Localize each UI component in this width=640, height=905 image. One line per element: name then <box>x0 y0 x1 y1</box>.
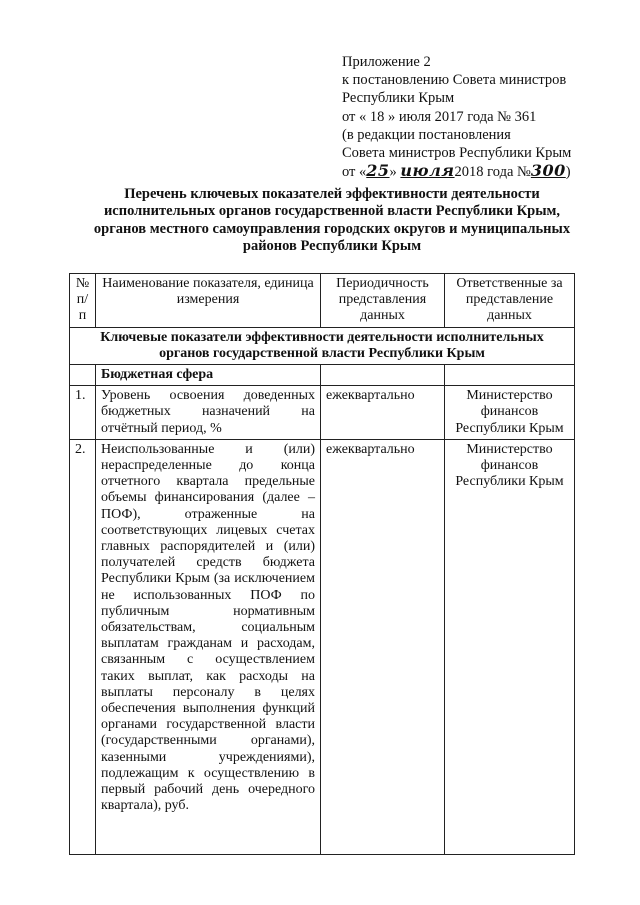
title-line: Перечень ключевых показателей эффективности деятельности <box>124 186 540 202</box>
appendix-line: (в редакции постановления <box>342 126 511 143</box>
date-close: ) <box>565 164 571 181</box>
header-period: Периодичность представления данных <box>321 274 445 328</box>
empty-cell <box>321 365 445 386</box>
section-row <box>70 327 575 364</box>
appendix-line: от « 18 » июля 2017 года № 361 <box>342 108 537 125</box>
row-num: 1. <box>70 386 96 440</box>
appendix-block <box>342 53 632 181</box>
handwritten-number: 300 <box>530 161 566 181</box>
row-name: Неиспользованные и (или) нераспределенные до конца отчетного квартала предельные объемы финансирования (далее – ПОФ), отраженные на соответствующих лицевых счетах главных распорядителей и (или) получателей средств бюджета Республики Крым (за исключением не использованных ПОФ по публичным нормативным обязательствам, социальным выплатам гражданам и расходам, связанным с осуществлением таких выплат, как расходы на выплаты персоналу в целях обеспечения выполнения функций органами государственной власти (государственными органами), казенными учреждениями), подлежащим к осуществлению в первый рабочий день очередного квартала), руб. <box>96 439 321 854</box>
date-mid: » <box>389 164 401 181</box>
subsection-row <box>70 365 575 386</box>
appendix-line: Республики Крым <box>342 90 455 107</box>
handwritten-day: 25 <box>366 161 390 181</box>
appendix-line: к постановлению Совета министров <box>342 72 567 89</box>
section-title: Ключевые показатели эффективности деятельности исполнительных органов государственной власти Республики Крым <box>70 327 575 364</box>
date-prefix: от « <box>342 164 367 181</box>
empty-cell <box>70 365 96 386</box>
table-row <box>70 386 575 440</box>
table-header-row <box>70 274 575 328</box>
header-responsible: Ответственные за представление данных <box>445 274 575 328</box>
empty-cell <box>445 365 575 386</box>
appendix-amendment-date <box>342 162 632 181</box>
row-responsible: Министерство финансов Республики Крым <box>445 386 575 440</box>
row-period: ежеквартально <box>321 439 445 854</box>
header-num: № п/п <box>70 274 96 328</box>
kpi-table <box>69 273 575 855</box>
title-line: исполнительных органов государственной власти Республики Крым, <box>103 203 561 220</box>
appendix-line: Приложение 2 <box>342 54 431 70</box>
title-line: районов Республики Крым <box>242 238 422 255</box>
title-line: органов местного самоуправления городских округов и муниципальных <box>93 220 571 237</box>
row-num: 2. <box>70 439 96 854</box>
header-name: Наименование показателя, единица измерения <box>96 274 321 328</box>
appendix-line: Совета министров Республики Крым <box>342 145 572 162</box>
date-year: 2018 года № <box>454 164 531 181</box>
row-responsible: Министерство финансов Республики Крым <box>445 439 575 854</box>
subsection-title: Бюджетная сфера <box>96 365 321 386</box>
handwritten-month: июля <box>400 161 455 181</box>
row-period: ежеквартально <box>321 386 445 440</box>
table-row <box>70 439 575 854</box>
row-name: Уровень освоения доведенных бюджетных назначений на отчётный период, % <box>96 386 321 440</box>
document-title <box>62 186 602 256</box>
